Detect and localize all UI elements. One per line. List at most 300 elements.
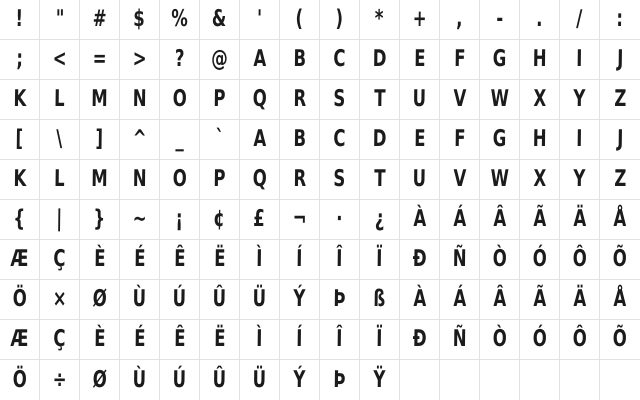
glyph-cell[interactable]	[560, 120, 600, 160]
glyph-cell[interactable]	[320, 0, 360, 40]
glyph-cell[interactable]	[40, 0, 80, 40]
glyph-character: É	[133, 326, 146, 352]
glyph-cell[interactable]	[400, 320, 440, 360]
glyph-character: B	[293, 46, 306, 72]
glyph-cell[interactable]	[80, 80, 120, 120]
glyph-character: Ò	[492, 246, 507, 272]
glyph-cell[interactable]	[440, 360, 480, 400]
glyph-character: J	[616, 126, 624, 152]
glyph-character: Ä	[572, 206, 587, 232]
glyph-cell[interactable]	[80, 0, 120, 40]
glyph-character: Ç	[53, 326, 66, 352]
glyph-cell[interactable]	[40, 360, 80, 400]
glyph-character: Å	[613, 286, 627, 312]
glyph-character: Ü	[252, 366, 267, 393]
glyph-cell[interactable]	[360, 80, 400, 120]
glyph-cell[interactable]	[520, 200, 560, 240]
glyph-cell[interactable]	[360, 0, 400, 40]
glyph-character: _	[175, 126, 184, 152]
glyph-character: Â	[492, 286, 507, 312]
glyph-cell[interactable]	[120, 160, 160, 200]
glyph-character: O	[172, 166, 187, 192]
glyph-character: Ô	[572, 246, 587, 272]
glyph-character: ^	[132, 126, 147, 152]
glyph-character: Ä	[572, 286, 587, 312]
glyph-cell[interactable]	[280, 240, 320, 280]
glyph-character: Ï	[376, 246, 383, 272]
glyph-cell[interactable]	[560, 160, 600, 200]
glyph-cell[interactable]	[40, 120, 80, 160]
glyph-cell[interactable]	[440, 200, 480, 240]
glyph-cell[interactable]	[240, 240, 280, 280]
glyph-character: É	[133, 246, 146, 272]
glyph-character: V	[452, 166, 467, 192]
glyph-cell[interactable]	[280, 80, 320, 120]
glyph-character: V	[452, 86, 467, 112]
glyph-character: Í	[296, 246, 303, 272]
glyph-character: R	[292, 166, 307, 192]
glyph-character: Á	[452, 206, 467, 232]
glyph-character: L	[54, 86, 65, 112]
glyph-cell[interactable]	[280, 200, 320, 240]
glyph-character: Ë	[213, 326, 226, 352]
glyph-cell[interactable]	[320, 240, 360, 280]
glyph-cell[interactable]	[400, 200, 440, 240]
glyph-cell[interactable]	[200, 40, 240, 80]
glyph-cell[interactable]	[160, 320, 200, 360]
glyph-cell[interactable]	[480, 0, 520, 40]
glyph-cell[interactable]	[360, 160, 400, 200]
glyph-cell[interactable]	[360, 240, 400, 280]
glyph-cell[interactable]	[400, 40, 440, 80]
glyph-cell[interactable]	[400, 120, 440, 160]
glyph-cell[interactable]	[400, 240, 440, 280]
glyph-cell[interactable]	[40, 320, 80, 360]
glyph-cell[interactable]	[440, 240, 480, 280]
glyph-character: Ø	[92, 286, 107, 312]
glyph-cell[interactable]	[320, 120, 360, 160]
glyph-character: Ï	[376, 326, 383, 352]
glyph-character: Å	[613, 206, 627, 232]
glyph-cell[interactable]	[520, 120, 560, 160]
glyph-cell[interactable]	[560, 320, 600, 360]
glyph-cell[interactable]	[200, 200, 240, 240]
glyph-character: Ó	[532, 326, 547, 352]
glyph-cell[interactable]	[120, 80, 160, 120]
glyph-character: È	[93, 246, 106, 272]
glyph-cell[interactable]	[160, 80, 200, 120]
glyph-cell[interactable]	[120, 0, 160, 40]
glyph-character: E	[413, 126, 426, 152]
glyph-character: Ð	[412, 246, 427, 272]
glyph-cell[interactable]	[400, 160, 440, 200]
glyph-cell[interactable]	[440, 120, 480, 160]
glyph-cell[interactable]	[0, 200, 40, 240]
glyph-character: Á	[452, 286, 467, 312]
glyph-cell[interactable]	[520, 80, 560, 120]
glyph-character: A	[252, 126, 267, 152]
glyph-character: Ç	[53, 246, 66, 272]
glyph-cell[interactable]	[0, 160, 40, 200]
glyph-cell[interactable]	[480, 80, 520, 120]
glyph-cell[interactable]	[480, 160, 520, 200]
glyph-character: @	[211, 46, 228, 72]
glyph-cell[interactable]	[240, 320, 280, 360]
glyph-character: Ñ	[452, 326, 467, 352]
glyph-character: Û	[212, 366, 227, 393]
glyph-cell[interactable]	[480, 360, 520, 400]
glyph-character: Û	[212, 286, 227, 312]
glyph-cell[interactable]	[520, 280, 560, 320]
glyph-cell[interactable]	[560, 0, 600, 40]
glyph-cell[interactable]	[240, 120, 280, 160]
glyph-character: B	[293, 126, 306, 152]
glyph-character: Ò	[492, 326, 507, 352]
glyph-character: Ê	[173, 246, 186, 272]
glyph-cell[interactable]	[160, 200, 200, 240]
glyph-character: Ã	[532, 286, 547, 312]
glyph-character: F	[453, 126, 466, 152]
glyph-character: '	[256, 6, 263, 32]
glyph-character: Ì	[256, 246, 263, 272]
glyph-cell[interactable]	[600, 40, 640, 80]
glyph-cell[interactable]	[40, 200, 80, 240]
glyph-cell[interactable]	[120, 200, 160, 240]
glyph-character: N	[132, 166, 147, 192]
glyph-character: ;	[16, 46, 23, 72]
glyph-cell[interactable]	[520, 240, 560, 280]
glyph-character: ·	[336, 206, 343, 232]
glyph-character: Ú	[172, 286, 187, 312]
glyph-cell[interactable]	[240, 280, 280, 320]
glyph-character: "	[55, 6, 64, 32]
glyph-cell[interactable]	[360, 360, 400, 400]
glyph-cell[interactable]	[280, 360, 320, 400]
glyph-character: ]	[95, 126, 104, 152]
glyph-character: C	[333, 46, 346, 72]
glyph-character: À	[412, 206, 427, 232]
glyph-character: ß	[373, 286, 386, 312]
glyph-cell[interactable]	[600, 0, 640, 40]
glyph-cell[interactable]	[40, 160, 80, 200]
glyph-cell[interactable]	[600, 240, 640, 280]
glyph-cell[interactable]	[80, 40, 120, 80]
glyph-character: L	[54, 166, 65, 192]
glyph-character: K	[12, 166, 27, 192]
glyph-character: #	[92, 6, 107, 32]
glyph-cell[interactable]	[520, 40, 560, 80]
glyph-character: }	[93, 206, 106, 232]
glyph-character: I	[576, 46, 583, 72]
glyph-cell[interactable]	[480, 40, 520, 80]
glyph-character: Ê	[173, 326, 186, 352]
glyph-character: Y	[573, 86, 586, 112]
glyph-character: Ø	[92, 366, 107, 393]
glyph-cell[interactable]	[520, 320, 560, 360]
glyph-cell[interactable]	[440, 40, 480, 80]
glyph-character: Ù	[132, 366, 147, 393]
glyph-character: D	[372, 126, 387, 152]
glyph-cell[interactable]	[600, 280, 640, 320]
glyph-cell[interactable]	[80, 120, 120, 160]
glyph-character: Þ	[333, 366, 346, 393]
glyph-character: S	[333, 86, 346, 112]
glyph-character: |	[56, 206, 63, 232]
glyph-cell[interactable]	[160, 240, 200, 280]
glyph-character: Ë	[213, 246, 226, 272]
glyph-character: Ô	[572, 326, 587, 352]
glyph-cell[interactable]	[280, 40, 320, 80]
glyph-character: <	[52, 46, 67, 72]
glyph-character: Æ	[10, 326, 29, 352]
glyph-character: Ù	[132, 286, 147, 312]
glyph-character: ~	[132, 206, 147, 232]
glyph-character: T	[373, 166, 386, 192]
glyph-cell[interactable]	[440, 280, 480, 320]
glyph-cell[interactable]	[360, 320, 400, 360]
glyph-character: U	[412, 166, 427, 192]
glyph-character: Ã	[532, 206, 547, 232]
glyph-character: Ö	[12, 366, 27, 393]
glyph-cell[interactable]	[280, 320, 320, 360]
glyph-cell[interactable]	[160, 160, 200, 200]
glyph-cell[interactable]	[600, 80, 640, 120]
glyph-character: Ð	[412, 326, 427, 352]
glyph-cell[interactable]	[120, 320, 160, 360]
glyph-cell[interactable]	[0, 0, 40, 40]
glyph-cell[interactable]	[360, 200, 400, 240]
glyph-cell[interactable]	[0, 120, 40, 160]
glyph-cell[interactable]	[360, 280, 400, 320]
glyph-cell[interactable]	[160, 360, 200, 400]
glyph-character: $	[133, 6, 146, 32]
glyph-cell[interactable]	[400, 80, 440, 120]
glyph-character: :	[616, 6, 624, 32]
glyph-character: ,	[456, 6, 463, 32]
glyph-cell[interactable]	[240, 360, 280, 400]
glyph-cell[interactable]	[280, 120, 320, 160]
glyph-cell[interactable]	[200, 120, 240, 160]
glyph-cell[interactable]	[80, 280, 120, 320]
glyph-cell[interactable]	[80, 240, 120, 280]
glyph-cell[interactable]	[0, 280, 40, 320]
glyph-cell[interactable]	[600, 360, 640, 400]
glyph-character: `	[215, 126, 224, 152]
glyph-cell[interactable]	[200, 240, 240, 280]
glyph-cell[interactable]	[320, 80, 360, 120]
glyph-cell[interactable]	[480, 200, 520, 240]
glyph-character: Q	[252, 166, 267, 192]
glyph-cell[interactable]	[280, 0, 320, 40]
glyph-cell[interactable]	[560, 360, 600, 400]
glyph-character: C	[333, 126, 346, 152]
glyph-character: ×	[52, 286, 67, 312]
glyph-cell[interactable]	[560, 280, 600, 320]
glyph-cell[interactable]	[120, 120, 160, 160]
glyph-cell[interactable]	[200, 320, 240, 360]
glyph-cell[interactable]	[80, 320, 120, 360]
glyph-cell[interactable]	[520, 160, 560, 200]
glyph-cell[interactable]	[280, 280, 320, 320]
glyph-cell[interactable]	[40, 280, 80, 320]
glyph-cell[interactable]	[560, 40, 600, 80]
glyph-cell[interactable]	[160, 0, 200, 40]
glyph-character: Õ	[612, 246, 628, 272]
glyph-cell[interactable]	[320, 40, 360, 80]
glyph-cell[interactable]	[240, 80, 280, 120]
glyph-cell[interactable]	[160, 120, 200, 160]
glyph-character: U	[412, 86, 427, 112]
glyph-cell[interactable]	[120, 240, 160, 280]
glyph-cell[interactable]	[560, 200, 600, 240]
glyph-character: )	[335, 6, 344, 32]
glyph-character: +	[412, 6, 427, 32]
glyph-character: &	[212, 6, 227, 32]
glyph-character: Ó	[532, 246, 547, 272]
glyph-character: È	[93, 326, 106, 352]
glyph-cell[interactable]	[200, 160, 240, 200]
glyph-character: T	[373, 86, 386, 112]
glyph-character: %	[171, 6, 188, 32]
glyph-cell[interactable]	[400, 360, 440, 400]
glyph-cell[interactable]	[320, 320, 360, 360]
glyph-cell[interactable]	[120, 280, 160, 320]
glyph-character: E	[413, 46, 426, 72]
glyph-cell[interactable]	[520, 0, 560, 40]
glyph-cell[interactable]	[0, 240, 40, 280]
glyph-cell[interactable]	[320, 160, 360, 200]
glyph-cell[interactable]	[320, 280, 360, 320]
glyph-character: Â	[492, 206, 507, 232]
glyph-cell[interactable]	[440, 320, 480, 360]
glyph-character: ¬	[292, 206, 307, 232]
glyph-cell[interactable]	[360, 40, 400, 80]
glyph-character: M	[91, 166, 108, 192]
glyph-cell[interactable]	[200, 80, 240, 120]
glyph-cell[interactable]	[0, 80, 40, 120]
glyph-character: Þ	[333, 286, 346, 312]
glyph-character: Ü	[252, 286, 267, 312]
glyph-cell[interactable]	[200, 0, 240, 40]
glyph-character: [	[15, 126, 24, 152]
glyph-cell[interactable]	[160, 280, 200, 320]
glyph-cell[interactable]	[600, 120, 640, 160]
glyph-character: £	[253, 206, 266, 232]
glyph-character: X	[532, 166, 547, 192]
glyph-character: /	[576, 6, 583, 32]
glyph-cell[interactable]	[280, 160, 320, 200]
glyph-cell[interactable]	[480, 320, 520, 360]
glyph-cell[interactable]	[400, 280, 440, 320]
glyph-character: J	[616, 46, 624, 72]
glyph-cell[interactable]	[0, 320, 40, 360]
glyph-character: ¢	[213, 206, 226, 232]
glyph-character: Õ	[612, 326, 628, 352]
glyph-cell[interactable]	[440, 0, 480, 40]
glyph-character: ¡	[175, 206, 184, 232]
glyph-character: ÷	[52, 366, 67, 393]
glyph-cell[interactable]	[480, 280, 520, 320]
glyph-cell[interactable]	[560, 240, 600, 280]
glyph-cell[interactable]	[520, 360, 560, 400]
glyph-cell[interactable]	[320, 360, 360, 400]
glyph-character: Î	[336, 246, 343, 272]
glyph-character: S	[333, 166, 346, 192]
glyph-character: P	[213, 166, 226, 192]
glyph-character: .	[536, 6, 543, 32]
glyph-character: Í	[296, 326, 303, 352]
glyph-cell[interactable]	[0, 40, 40, 80]
glyph-character: !	[15, 6, 24, 32]
glyph-cell[interactable]	[160, 40, 200, 80]
glyph-character: (	[295, 6, 304, 32]
glyph-character: Ý	[293, 366, 306, 393]
glyph-character: Î	[336, 326, 343, 352]
glyph-character: P	[213, 86, 226, 112]
glyph-cell[interactable]	[600, 320, 640, 360]
glyph-cell[interactable]	[80, 360, 120, 400]
glyph-character: Q	[252, 86, 267, 112]
glyph-cell[interactable]	[40, 240, 80, 280]
glyph-character: G	[492, 46, 507, 72]
glyph-cell[interactable]	[200, 360, 240, 400]
glyph-character: Y	[573, 166, 586, 192]
glyph-character: *	[375, 6, 385, 32]
glyph-character: -	[495, 6, 504, 32]
glyph-cell[interactable]	[240, 160, 280, 200]
glyph-cell[interactable]	[240, 0, 280, 40]
glyph-cell[interactable]	[120, 360, 160, 400]
glyph-character: =	[92, 46, 107, 72]
glyph-cell[interactable]	[320, 200, 360, 240]
glyph-cell[interactable]	[440, 160, 480, 200]
glyph-cell[interactable]	[240, 200, 280, 240]
glyph-character: Ý	[293, 286, 306, 312]
glyph-character: À	[412, 286, 427, 312]
glyph-character: K	[12, 86, 27, 112]
glyph-character: X	[532, 86, 547, 112]
glyph-cell[interactable]	[80, 200, 120, 240]
glyph-cell[interactable]	[600, 160, 640, 200]
glyph-cell[interactable]	[360, 120, 400, 160]
glyph-cell[interactable]	[400, 0, 440, 40]
glyph-character: R	[292, 86, 307, 112]
glyph-character: \	[56, 126, 63, 152]
glyph-cell[interactable]	[0, 360, 40, 400]
glyph-cell[interactable]	[560, 80, 600, 120]
glyph-cell[interactable]	[480, 240, 520, 280]
glyph-character: Ÿ	[373, 366, 386, 393]
glyph-cell[interactable]	[200, 280, 240, 320]
glyph-cell[interactable]	[80, 160, 120, 200]
glyph-cell[interactable]	[40, 80, 80, 120]
glyph-character: Z	[613, 166, 627, 192]
glyph-character: Ñ	[452, 246, 467, 272]
glyph-cell[interactable]	[600, 200, 640, 240]
glyph-cell[interactable]	[240, 40, 280, 80]
glyph-character: H	[532, 46, 547, 72]
glyph-character: Æ	[10, 246, 29, 272]
glyph-character: H	[532, 126, 547, 152]
glyph-cell[interactable]	[440, 80, 480, 120]
glyph-character: Ì	[256, 326, 263, 352]
glyph-character: N	[132, 86, 147, 112]
glyph-cell[interactable]	[120, 40, 160, 80]
glyph-character: Ú	[172, 366, 187, 393]
glyph-character: W	[490, 166, 509, 192]
glyph-cell[interactable]	[40, 40, 80, 80]
glyph-cell[interactable]	[480, 120, 520, 160]
